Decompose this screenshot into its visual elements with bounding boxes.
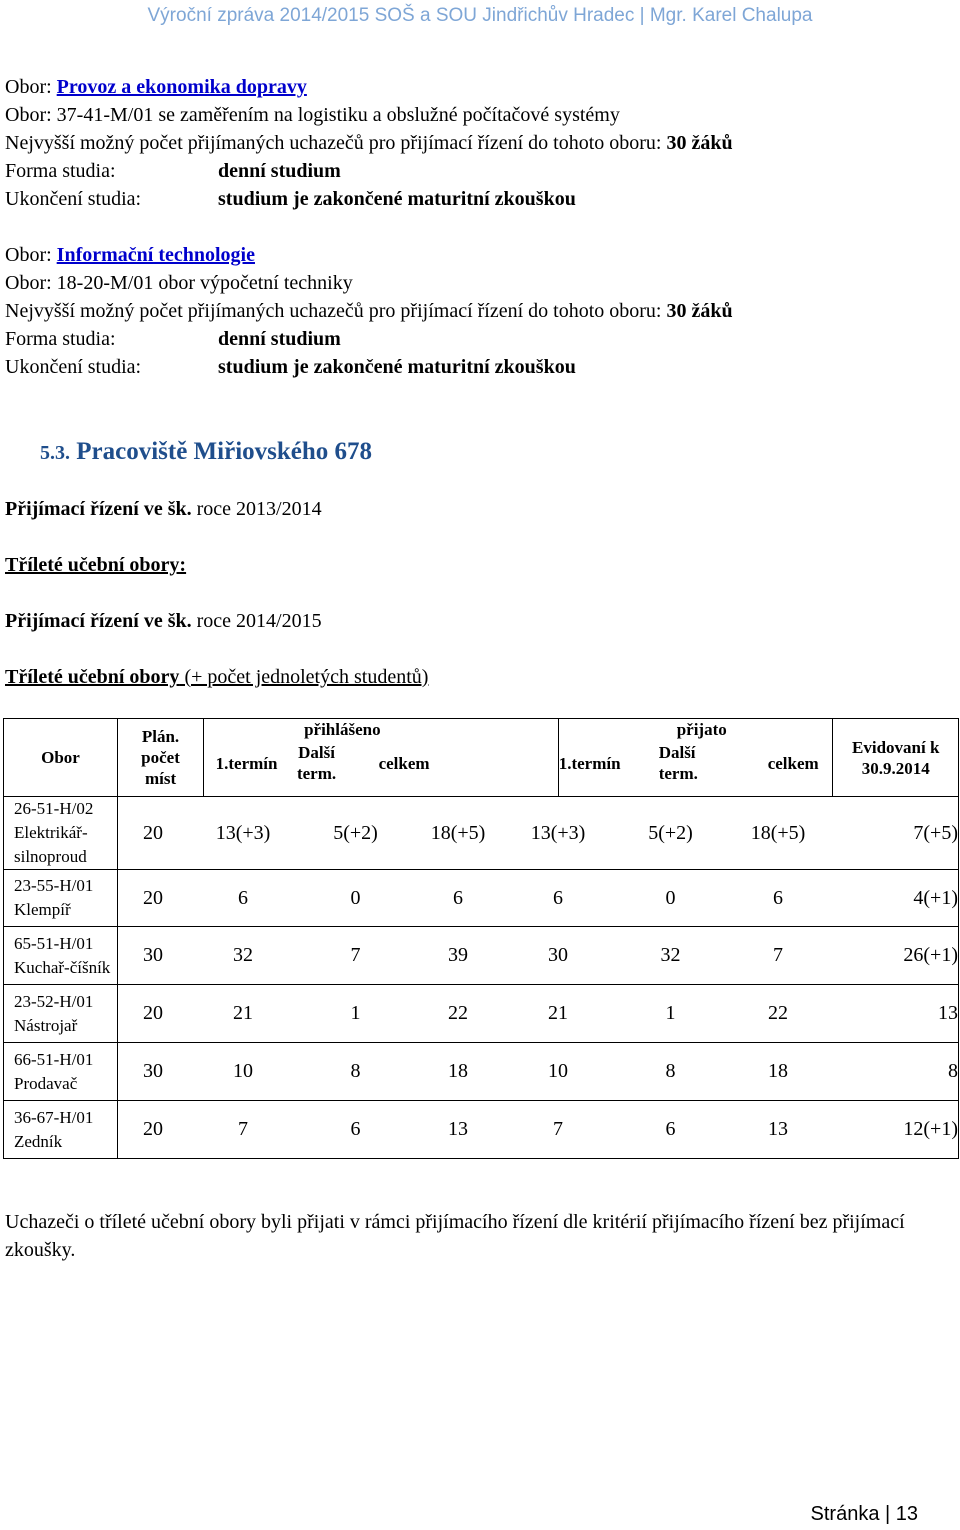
table-cell: 26(+1) (903, 944, 958, 966)
values-cell (118, 797, 959, 870)
obor-name: Kuchař-číšník (14, 957, 111, 977)
table-cell: 32 (233, 944, 253, 966)
header-obor-text: Obor (41, 748, 80, 767)
table-cell: 32 (660, 944, 681, 966)
header-obor (4, 719, 118, 797)
table-cell: 6 (553, 886, 563, 909)
table-cell: 5(+2) (333, 821, 378, 844)
table-cell: 18(+5) (750, 821, 806, 844)
table-cell: 7(+5) (913, 821, 958, 844)
values-cell (118, 985, 959, 1043)
max-value: 30 žáků (666, 300, 733, 322)
table-cell: 22 (448, 1002, 468, 1024)
max-line (5, 300, 733, 323)
section-number: 5.3. (40, 442, 70, 464)
table-cell: 30 (548, 944, 568, 966)
obor-code-line: Obor: 18-20-M/01 obor výpočetní techniky (5, 272, 353, 294)
table-cell: 6 (773, 886, 783, 909)
table-cell: 5(+2) (648, 821, 693, 844)
header-prijato (558, 719, 833, 797)
table-cell: 10 (548, 1060, 568, 1082)
obor-cell (4, 797, 118, 870)
table-cell: 21 (548, 1002, 568, 1024)
header-prijato-sub (559, 740, 833, 784)
table-cell: 1 (350, 1002, 361, 1024)
table-cell: 21 (233, 1002, 253, 1024)
max-value: 30 žáků (666, 132, 733, 154)
ukonceni-label: Ukončení studia: (5, 356, 142, 378)
forma-value: denní studium (218, 328, 341, 350)
header-evidovani (833, 719, 959, 797)
heading-rest: roce 2014/2015 (191, 610, 322, 632)
table-cell: 7 (350, 944, 361, 966)
table-row (4, 927, 959, 985)
ukonceni-line (5, 188, 576, 211)
values-cell (118, 927, 959, 985)
obor-line-2 (5, 244, 255, 267)
obor-name: Elektrikář-silnoproud (14, 823, 88, 866)
table-cell: 13 (448, 1118, 468, 1140)
ukonceni-value: studium je zakončené maturitní zkouškou (218, 356, 576, 378)
obor-code: 23-52-H/01 (14, 991, 94, 1011)
header-plan-text: Plán. počet míst (141, 727, 180, 788)
obor-cell (4, 927, 118, 985)
table-cell: 8 (948, 1060, 958, 1082)
obor-line-1 (5, 76, 307, 99)
header-prijato-text: přijato (676, 720, 727, 739)
obor-code: 36-67-H/01 (14, 1107, 94, 1127)
header-plan (118, 719, 204, 797)
table-cell: 10 (233, 1060, 253, 1082)
obor-name: Klempíř (14, 900, 71, 919)
values-cell (118, 1043, 959, 1101)
obor-name: Zedník (14, 1131, 63, 1151)
table-cell: 12(+1) (903, 1118, 958, 1140)
obor-code: 26-51-H/02 (14, 799, 94, 818)
table-cell: 0 (350, 886, 361, 909)
table-cell: 18(+5) (430, 821, 486, 844)
table-cell: 1 (665, 1002, 676, 1024)
forma-label: Forma studia: (5, 328, 116, 350)
table-cell: 20 (143, 821, 163, 844)
obor-prefix: Obor: (5, 244, 57, 266)
header-prihlaseno-sub (204, 740, 558, 784)
ukonceni-value: studium je zakončené maturitní zkouškou (218, 188, 576, 210)
values-cell (118, 870, 959, 927)
section-name: Pracoviště Miřiovského 678 (76, 438, 373, 465)
heading-bold: Přijímací řízení ve šk. (5, 610, 192, 632)
table-cell: 13(+3) (215, 821, 271, 844)
table-cell: 13 (938, 1002, 958, 1024)
table-cell: 6 (238, 886, 248, 909)
table-cell: 0 (665, 886, 676, 909)
obor-link-provoz[interactable]: Provoz a ekonomika dopravy (56, 76, 307, 98)
table-cell: 7 (553, 1118, 563, 1140)
obor-name: Nástrojař (14, 1015, 78, 1035)
obor-code: 65-51-H/01 (14, 933, 94, 953)
table-cell: 8 (665, 1060, 676, 1082)
header-prihlaseno-text: přihlášeno (304, 720, 381, 739)
table-cell: 13 (768, 1118, 788, 1140)
table-row (4, 1101, 959, 1159)
section-title (40, 438, 372, 466)
table-cell: 30 (143, 944, 163, 966)
header-dalsi: Další term. (296, 743, 337, 783)
obor-code-line: Obor: 37-41-M/01 se zaměřením na logistiku a obslužné počítačové systémy (5, 104, 620, 126)
obor-cell (4, 1043, 118, 1101)
heading-rest: (+ počet jednoletých studentů) (179, 666, 429, 688)
table-cell: 22 (768, 1002, 788, 1024)
obor-cell (4, 1101, 118, 1159)
header-celkem: celkem (767, 753, 819, 773)
table-cell: 18 (768, 1060, 788, 1082)
table-cell: 18 (448, 1060, 468, 1082)
forma-line (5, 328, 341, 351)
table-row (4, 797, 959, 870)
max-text: Nejvyšší možný počet přijímaných uchazečů pro přijímací řízení do tohoto oboru: (5, 300, 667, 322)
obor-link-informacni[interactable]: Informační technologie (56, 244, 255, 266)
values-cell (118, 1101, 959, 1159)
heading-bold: Tříleté učební obory (5, 666, 180, 688)
header-prihlaseno (204, 719, 559, 797)
ukonceni-line (5, 356, 576, 379)
table-cell: 6 (453, 886, 463, 909)
heading-rizeni-2013 (5, 498, 322, 521)
page-number: Stránka | 13 (810, 1503, 918, 1525)
forma-value: denní studium (218, 160, 341, 182)
footnote: Uchazeči o tříleté učební obory byli přijati v rámci přijímacího řízení dle kritérií přijímacího řízení bez přijímací zkoušky. (5, 1211, 905, 1261)
max-line (5, 132, 733, 155)
heading-rest: roce 2013/2014 (191, 498, 322, 520)
table-cell: 13(+3) (530, 821, 586, 844)
table-cell: 6 (350, 1118, 361, 1140)
header-dalsi: Další term. (658, 743, 698, 783)
header-celkem: celkem (378, 753, 430, 773)
ukonceni-label: Ukončení studia: (5, 188, 142, 210)
header-evid-text: Evidovaní k 30.9.2014 (852, 737, 940, 778)
admissions-table (3, 718, 959, 1159)
max-text: Nejvyšší možný počet přijímaných uchazečů pro přijímací řízení do tohoto oboru: (5, 132, 667, 154)
table-row (4, 985, 959, 1043)
heading-trilete-1: Tříleté učební obory: (5, 554, 187, 576)
heading-bold: Přijímací řízení ve šk. (5, 498, 192, 520)
obor-code: 23-55-H/01 (14, 876, 94, 895)
table-cell: 4(+1) (913, 886, 958, 909)
heading-trilete-2 (5, 666, 428, 689)
page-header: Výroční zpráva 2014/2015 SOŠ a SOU Jindřichův Hradec | Mgr. Karel Chalupa (147, 5, 813, 26)
table-cell: 7 (773, 944, 783, 966)
obor-cell (4, 985, 118, 1043)
forma-line (5, 160, 341, 183)
header-termin: 1.termín (215, 753, 278, 773)
table-row (4, 870, 959, 927)
heading-rizeni-2014 (5, 610, 322, 633)
table-cell: 39 (448, 944, 468, 966)
table-row (4, 1043, 959, 1101)
table-cell: 6 (665, 1118, 676, 1140)
forma-label: Forma studia: (5, 160, 116, 182)
obor-cell (4, 870, 118, 927)
obor-name: Prodavač (14, 1073, 78, 1093)
table-cell: 8 (350, 1060, 361, 1082)
table-cell: 7 (238, 1118, 248, 1140)
table-cell: 20 (143, 1118, 163, 1140)
header-termin: 1.termín (558, 753, 621, 773)
obor-code: 66-51-H/01 (14, 1049, 94, 1069)
obor-prefix: Obor: (5, 76, 57, 98)
table-cell: 20 (143, 1002, 163, 1024)
table-cell: 20 (143, 886, 163, 909)
table-cell: 30 (143, 1060, 163, 1082)
